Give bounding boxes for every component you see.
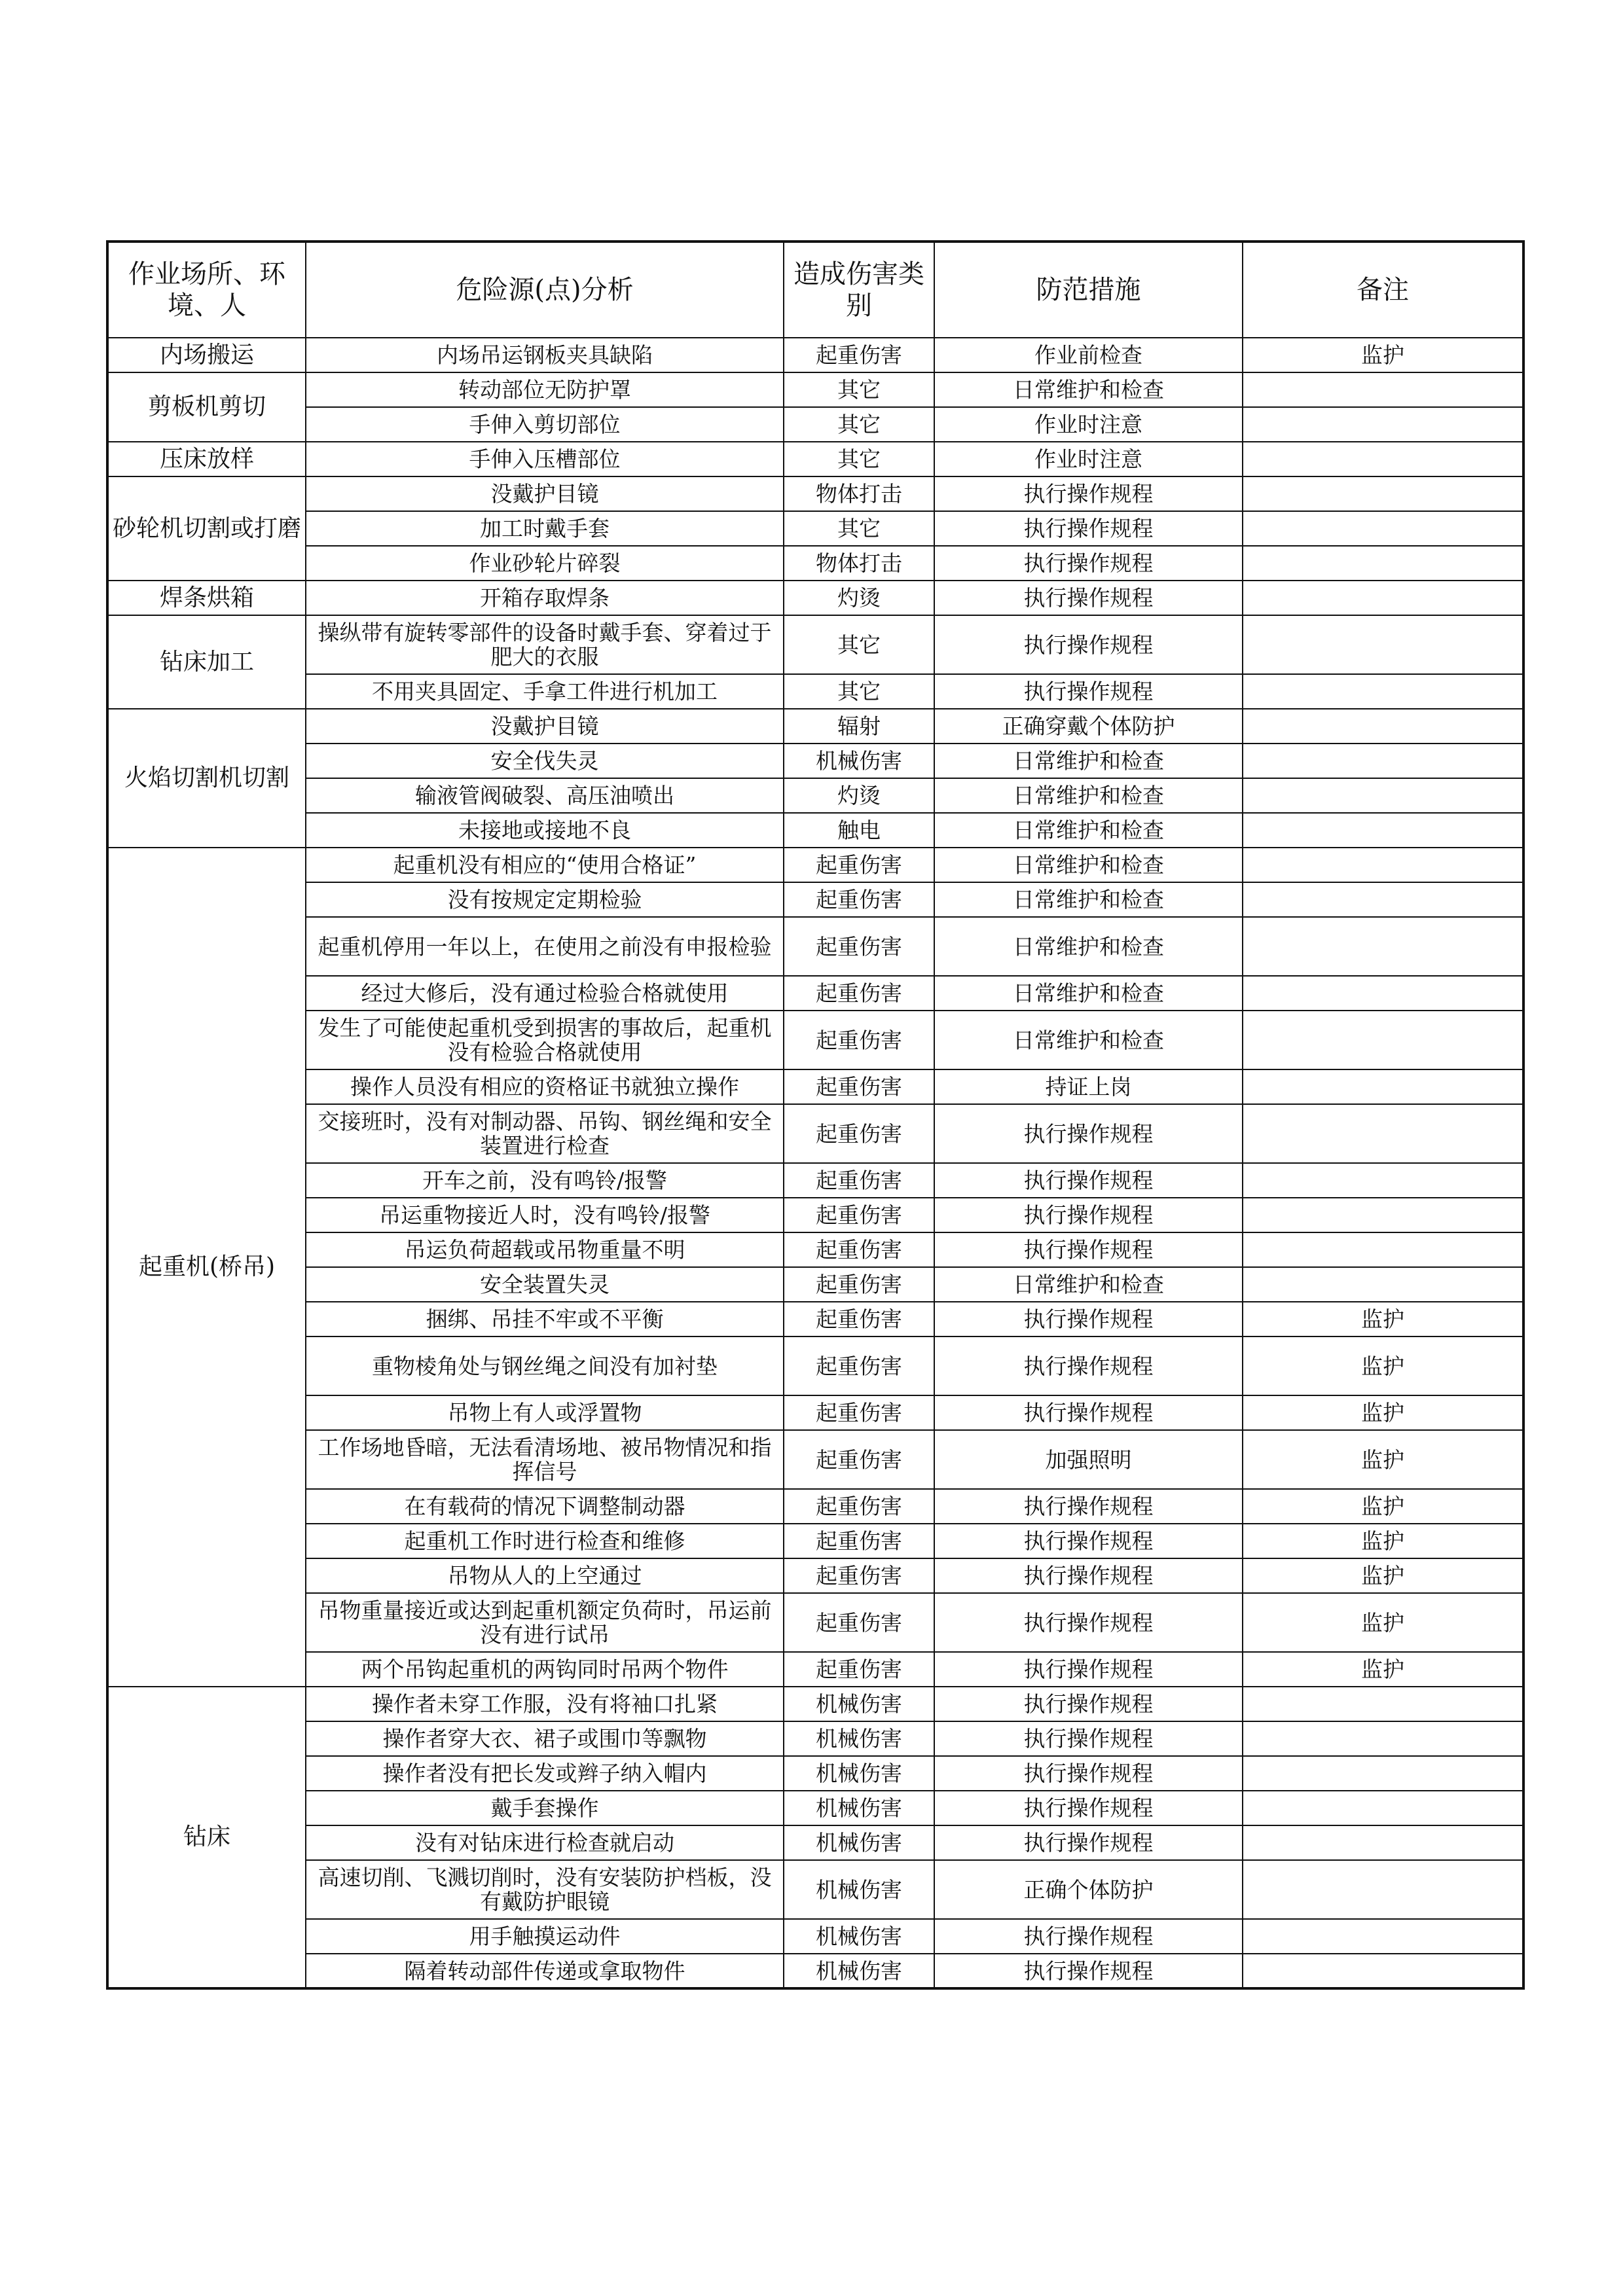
- table-row: [107, 744, 1523, 778]
- hazard-cell: 没有按规定定期检验: [306, 882, 784, 917]
- injury-cell: 起重伤害: [784, 1652, 934, 1687]
- measure-cell: 执行操作规程: [934, 615, 1243, 674]
- injury-cell: 起重伤害: [784, 1430, 934, 1489]
- measure-cell: 执行操作规程: [934, 1687, 1243, 1721]
- table-row: [107, 1163, 1523, 1198]
- table-row: [107, 1011, 1523, 1069]
- header-place: 作业场所、环境、人: [107, 242, 306, 338]
- hazard-cell: 起重机工作时进行检查和维修: [306, 1524, 784, 1558]
- hazard-cell: 作业砂轮片碎裂: [306, 546, 784, 581]
- injury-cell: 起重伤害: [784, 1198, 934, 1232]
- table-row: [107, 1558, 1523, 1593]
- measure-cell: 执行操作规程: [934, 1163, 1243, 1198]
- injury-cell: 起重伤害: [784, 1489, 934, 1524]
- measure-cell: 执行操作规程: [934, 1825, 1243, 1860]
- injury-cell: 机械伤害: [784, 1721, 934, 1756]
- hazard-cell: 交接班时，没有对制动器、吊钩、钢丝绳和安全装置进行检查: [306, 1104, 784, 1163]
- note-cell: [1243, 1954, 1523, 1988]
- hazard-cell: 安全装置失灵: [306, 1267, 784, 1302]
- place-cell: 内场搬运: [107, 338, 306, 372]
- place-cell: 钻床加工: [107, 615, 306, 709]
- note-cell: [1243, 476, 1523, 511]
- hazard-cell: 捆绑、吊挂不牢或不平衡: [306, 1302, 784, 1336]
- note-cell: 监护: [1243, 1302, 1523, 1336]
- hazard-cell: 输液管阀破裂、高压油喷出: [306, 778, 784, 813]
- note-cell: [1243, 372, 1523, 407]
- injury-cell: 机械伤害: [784, 1860, 934, 1919]
- table-row: [107, 1652, 1523, 1687]
- injury-cell: 起重伤害: [784, 1524, 934, 1558]
- measure-cell: 正确个体防护: [934, 1860, 1243, 1919]
- table-row: [107, 848, 1523, 882]
- measure-cell: 执行操作规程: [934, 511, 1243, 546]
- measure-cell: 执行操作规程: [934, 1104, 1243, 1163]
- table-row: [107, 674, 1523, 709]
- measure-cell: 日常维护和检查: [934, 848, 1243, 882]
- measure-cell: 日常维护和检查: [934, 917, 1243, 976]
- injury-cell: 起重伤害: [784, 1163, 934, 1198]
- injury-cell: 起重伤害: [784, 1593, 934, 1652]
- table-row: [107, 1069, 1523, 1104]
- hazard-cell: 工作场地昏暗，无法看清场地、被吊物情况和指挥信号: [306, 1430, 784, 1489]
- table-row: [107, 546, 1523, 581]
- table-row: [107, 1104, 1523, 1163]
- hazard-cell: 隔着转动部件传递或拿取物件: [306, 1954, 784, 1988]
- injury-cell: 其它: [784, 615, 934, 674]
- measure-cell: 执行操作规程: [934, 476, 1243, 511]
- hazard-cell: 操纵带有旋转零部件的设备时戴手套、穿着过于肥大的衣服: [306, 615, 784, 674]
- table-body: [107, 338, 1523, 1988]
- injury-cell: 起重伤害: [784, 1336, 934, 1395]
- table-row: [107, 1267, 1523, 1302]
- injury-cell: 起重伤害: [784, 1302, 934, 1336]
- note-cell: 监护: [1243, 1652, 1523, 1687]
- hazard-cell: 吊运重物接近人时，没有鸣铃/报警: [306, 1198, 784, 1232]
- table-row: [107, 778, 1523, 813]
- injury-cell: 起重伤害: [784, 1267, 934, 1302]
- injury-cell: 机械伤害: [784, 1687, 934, 1721]
- hazard-cell: 吊物上有人或浮置物: [306, 1395, 784, 1430]
- measure-cell: 日常维护和检查: [934, 744, 1243, 778]
- note-cell: [1243, 1756, 1523, 1791]
- table-row: [107, 1687, 1523, 1721]
- note-cell: [1243, 882, 1523, 917]
- hazard-cell: 未接地或接地不良: [306, 813, 784, 848]
- table-row: [107, 1430, 1523, 1489]
- hazard-cell: 用手触摸运动件: [306, 1919, 784, 1954]
- measure-cell: 执行操作规程: [934, 1791, 1243, 1825]
- injury-cell: 机械伤害: [784, 1756, 934, 1791]
- injury-cell: 机械伤害: [784, 1954, 934, 1988]
- note-cell: 监护: [1243, 1524, 1523, 1558]
- table-row: [107, 1198, 1523, 1232]
- hazard-cell: 发生了可能使起重机受到损害的事故后，起重机没有检验合格就使用: [306, 1011, 784, 1069]
- note-cell: 监护: [1243, 1593, 1523, 1652]
- measure-cell: 执行操作规程: [934, 1558, 1243, 1593]
- hazard-cell: 操作者未穿工作服，没有将袖口扎紧: [306, 1687, 784, 1721]
- measure-cell: 日常维护和检查: [934, 976, 1243, 1011]
- measure-cell: 日常维护和检查: [934, 1267, 1243, 1302]
- injury-cell: 机械伤害: [784, 744, 934, 778]
- note-cell: [1243, 511, 1523, 546]
- table-row: [107, 615, 1523, 674]
- hazard-cell: 开箱存取焊条: [306, 581, 784, 615]
- header-row: [107, 242, 1523, 338]
- injury-cell: 灼烫: [784, 778, 934, 813]
- injury-cell: 起重伤害: [784, 1104, 934, 1163]
- injury-cell: 机械伤害: [784, 1919, 934, 1954]
- table-row: [107, 882, 1523, 917]
- injury-cell: 起重伤害: [784, 1011, 934, 1069]
- hazard-cell: 在有载荷的情况下调整制动器: [306, 1489, 784, 1524]
- measure-cell: 执行操作规程: [934, 1593, 1243, 1652]
- injury-cell: 起重伤害: [784, 882, 934, 917]
- place-cell: 砂轮机切割或打磨: [107, 476, 306, 581]
- measure-cell: 执行操作规程: [934, 1652, 1243, 1687]
- table-row: [107, 1919, 1523, 1954]
- table-row: [107, 1302, 1523, 1336]
- place-cell: 剪板机剪切: [107, 372, 306, 442]
- table-row: [107, 813, 1523, 848]
- measure-cell: 执行操作规程: [934, 1302, 1243, 1336]
- place-cell: 焊条烘箱: [107, 581, 306, 615]
- note-cell: [1243, 581, 1523, 615]
- table-row: [107, 442, 1523, 476]
- hazard-cell: 手伸入压槽部位: [306, 442, 784, 476]
- hazard-cell: 重物棱角处与钢丝绳之间没有加衬垫: [306, 1336, 784, 1395]
- place-cell: 压床放样: [107, 442, 306, 476]
- table-row: [107, 372, 1523, 407]
- measure-cell: 日常维护和检查: [934, 778, 1243, 813]
- note-cell: 监护: [1243, 1489, 1523, 1524]
- measure-cell: 执行操作规程: [934, 1919, 1243, 1954]
- note-cell: [1243, 674, 1523, 709]
- hazard-cell: 加工时戴手套: [306, 511, 784, 546]
- injury-cell: 辐射: [784, 709, 934, 744]
- hazard-cell: 经过大修后，没有通过检验合格就使用: [306, 976, 784, 1011]
- injury-cell: 物体打击: [784, 546, 934, 581]
- header-measure: 防范措施: [934, 242, 1243, 338]
- injury-cell: 机械伤害: [784, 1791, 934, 1825]
- hazard-cell: 操作者穿大衣、裙子或围巾等飘物: [306, 1721, 784, 1756]
- hazard-cell: 两个吊钩起重机的两钩同时吊两个物件: [306, 1652, 784, 1687]
- note-cell: [1243, 1687, 1523, 1721]
- note-cell: [1243, 1011, 1523, 1069]
- note-cell: 监护: [1243, 338, 1523, 372]
- place-cell: 钻床: [107, 1687, 306, 1988]
- measure-cell: 执行操作规程: [934, 1232, 1243, 1267]
- table-row: [107, 917, 1523, 976]
- note-cell: [1243, 615, 1523, 674]
- note-cell: [1243, 1198, 1523, 1232]
- table-row: [107, 581, 1523, 615]
- measure-cell: 执行操作规程: [934, 1721, 1243, 1756]
- injury-cell: 机械伤害: [784, 1825, 934, 1860]
- measure-cell: 持证上岗: [934, 1069, 1243, 1104]
- measure-cell: 执行操作规程: [934, 546, 1243, 581]
- measure-cell: 执行操作规程: [934, 674, 1243, 709]
- hazard-cell: 吊物重量接近或达到起重机额定负荷时，吊运前没有进行试吊: [306, 1593, 784, 1652]
- hazard-cell: 没戴护目镜: [306, 476, 784, 511]
- measure-cell: 日常维护和检查: [934, 813, 1243, 848]
- injury-cell: 起重伤害: [784, 1232, 934, 1267]
- injury-cell: 起重伤害: [784, 917, 934, 976]
- table-row: [107, 1489, 1523, 1524]
- table-row: [107, 1593, 1523, 1652]
- table-row: [107, 476, 1523, 511]
- injury-cell: 物体打击: [784, 476, 934, 511]
- measure-cell: 作业前检查: [934, 338, 1243, 372]
- hazard-cell: 安全伐失灵: [306, 744, 784, 778]
- hazard-cell: 内场吊运钢板夹具缺陷: [306, 338, 784, 372]
- note-cell: [1243, 1267, 1523, 1302]
- table-row: [107, 1524, 1523, 1558]
- note-cell: 监护: [1243, 1430, 1523, 1489]
- hazard-cell: 戴手套操作: [306, 1791, 784, 1825]
- measure-cell: 日常维护和检查: [934, 1011, 1243, 1069]
- injury-cell: 起重伤害: [784, 1069, 934, 1104]
- note-cell: [1243, 778, 1523, 813]
- hazard-cell: 操作人员没有相应的资格证书就独立操作: [306, 1069, 784, 1104]
- hazard-cell: 手伸入剪切部位: [306, 407, 784, 442]
- hazard-cell: 高速切削、飞溅切削时，没有安装防护档板，没有戴防护眼镜: [306, 1860, 784, 1919]
- table-row: [107, 1954, 1523, 1988]
- measure-cell: 执行操作规程: [934, 1756, 1243, 1791]
- table-row: [107, 511, 1523, 546]
- note-cell: [1243, 709, 1523, 744]
- table-row: [107, 1860, 1523, 1919]
- note-cell: [1243, 546, 1523, 581]
- hazard-cell: 转动部位无防护罩: [306, 372, 784, 407]
- hazard-cell: 操作者没有把长发或辫子纳入帽内: [306, 1756, 784, 1791]
- injury-cell: 起重伤害: [784, 848, 934, 882]
- header-injury: 造成伤害类别: [784, 242, 934, 338]
- header-hazard: 危险源(点)分析: [306, 242, 784, 338]
- injury-cell: 起重伤害: [784, 976, 934, 1011]
- measure-cell: 执行操作规程: [934, 1954, 1243, 1988]
- note-cell: [1243, 848, 1523, 882]
- table-row: [107, 1721, 1523, 1756]
- note-cell: [1243, 1860, 1523, 1919]
- table-row: [107, 1825, 1523, 1860]
- injury-cell: 灼烫: [784, 581, 934, 615]
- note-cell: [1243, 1104, 1523, 1163]
- table-row: [107, 1232, 1523, 1267]
- note-cell: 监护: [1243, 1558, 1523, 1593]
- note-cell: [1243, 976, 1523, 1011]
- injury-cell: 触电: [784, 813, 934, 848]
- note-cell: [1243, 1721, 1523, 1756]
- measure-cell: 正确穿戴个体防护: [934, 709, 1243, 744]
- hazard-cell: 开车之前，没有鸣铃/报警: [306, 1163, 784, 1198]
- table-row: [107, 1791, 1523, 1825]
- injury-cell: 起重伤害: [784, 1395, 934, 1430]
- injury-cell: 起重伤害: [784, 1558, 934, 1593]
- injury-cell: 起重伤害: [784, 338, 934, 372]
- note-cell: [1243, 1919, 1523, 1954]
- hazard-cell: 吊物从人的上空通过: [306, 1558, 784, 1593]
- injury-cell: 其它: [784, 442, 934, 476]
- hazard-cell: 没有对钻床进行检查就启动: [306, 1825, 784, 1860]
- measure-cell: 日常维护和检查: [934, 882, 1243, 917]
- note-cell: [1243, 407, 1523, 442]
- injury-cell: 其它: [784, 511, 934, 546]
- table-row: [107, 1395, 1523, 1430]
- measure-cell: 日常维护和检查: [934, 372, 1243, 407]
- hazard-cell: 起重机没有相应的“使用合格证”: [306, 848, 784, 882]
- hazard-cell: 没戴护目镜: [306, 709, 784, 744]
- note-cell: [1243, 1825, 1523, 1860]
- measure-cell: 加强照明: [934, 1430, 1243, 1489]
- note-cell: [1243, 917, 1523, 976]
- note-cell: [1243, 1232, 1523, 1267]
- injury-cell: 其它: [784, 674, 934, 709]
- hazard-cell: 起重机停用一年以上，在使用之前没有申报检验: [306, 917, 784, 976]
- injury-cell: 其它: [784, 372, 934, 407]
- hazard-cell: 不用夹具固定、手拿工件进行机加工: [306, 674, 784, 709]
- measure-cell: 执行操作规程: [934, 1524, 1243, 1558]
- measure-cell: 执行操作规程: [934, 1198, 1243, 1232]
- note-cell: [1243, 1791, 1523, 1825]
- place-cell: 起重机(桥吊): [107, 848, 306, 1687]
- table-row: [107, 1336, 1523, 1395]
- header-note: 备注: [1243, 242, 1523, 338]
- measure-cell: 执行操作规程: [934, 1489, 1243, 1524]
- measure-cell: 作业时注意: [934, 442, 1243, 476]
- measure-cell: 执行操作规程: [934, 1395, 1243, 1430]
- measure-cell: 执行操作规程: [934, 1336, 1243, 1395]
- note-cell: [1243, 744, 1523, 778]
- note-cell: 监护: [1243, 1395, 1523, 1430]
- note-cell: [1243, 813, 1523, 848]
- note-cell: [1243, 442, 1523, 476]
- table-row: [107, 976, 1523, 1011]
- note-cell: 监护: [1243, 1336, 1523, 1395]
- table-row: [107, 1756, 1523, 1791]
- place-cell: 火焰切割机切割: [107, 709, 306, 848]
- note-cell: [1243, 1163, 1523, 1198]
- hazard-table: [106, 240, 1525, 1990]
- measure-cell: 作业时注意: [934, 407, 1243, 442]
- injury-cell: 其它: [784, 407, 934, 442]
- hazard-cell: 吊运负荷超载或吊物重量不明: [306, 1232, 784, 1267]
- note-cell: [1243, 1069, 1523, 1104]
- table-row: [107, 338, 1523, 372]
- table-row: [107, 407, 1523, 442]
- measure-cell: 执行操作规程: [934, 581, 1243, 615]
- table-row: [107, 709, 1523, 744]
